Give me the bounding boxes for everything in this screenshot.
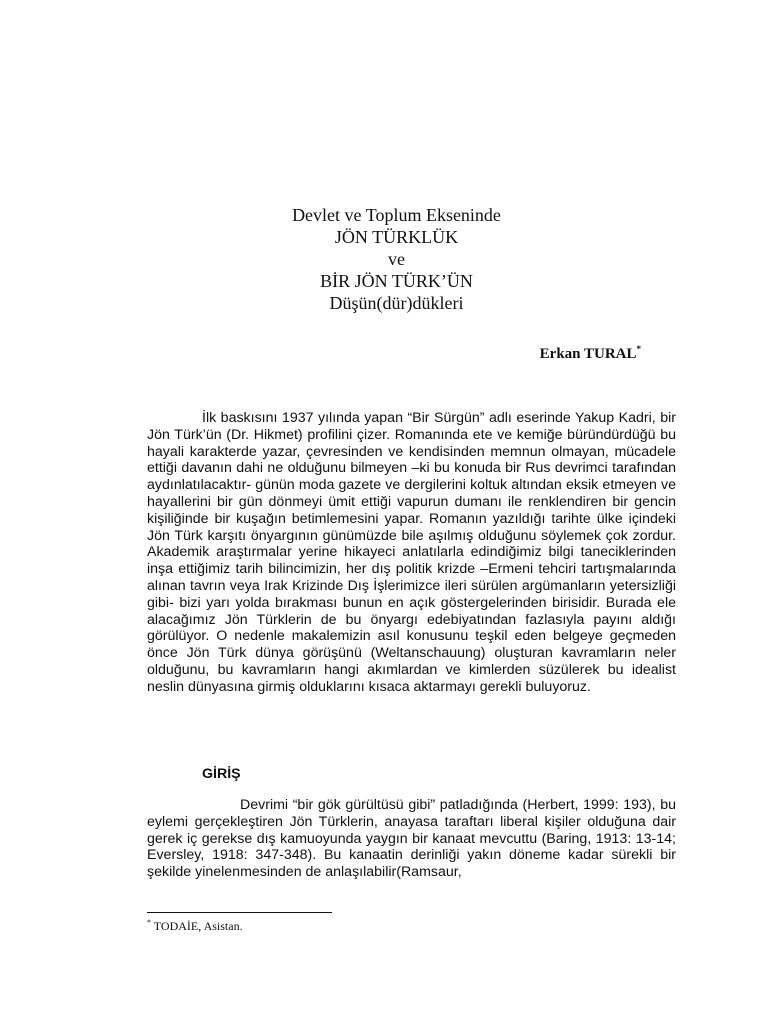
title-line-1: Devlet ve Toplum Ekseninde	[292, 205, 501, 225]
footnote-marker: *	[147, 918, 151, 927]
title-line-2: JÖN TÜRKLÜK	[334, 227, 459, 247]
section-heading: GİRİŞ	[202, 766, 241, 782]
footnote-text: TODAİE, Asistan.	[153, 919, 243, 933]
author-footnote-marker: *	[636, 344, 641, 354]
title-line-5: Düşün(dür)dükleri	[329, 293, 464, 313]
author-name	[540, 344, 641, 363]
footnote-divider	[147, 912, 332, 913]
giris-paragraph: Devrimi “bir gök gürültüsü gibi” patladığında (Herbert, 1999: 193), bu eylemi gerçekleştiren Jön Türklerin, anayasa taraftarı liberal kişiler olduğuna dair gerek iç gerekse dış kamuoyunda yaygın bir kanaat mevcuttu (Baring, 1913: 13-14; Eversley, 1918: 347-348). Bu kanaatin derinliği yakın döneme kadar sürekli bir şekilde yinelenmesinden de anlaşılabilir(Ramsaur,	[147, 797, 676, 881]
footnote	[147, 918, 243, 934]
document-title	[0, 204, 768, 314]
intro-paragraph: İlk baskısını 1937 yılında yapan “Bir Sürgün” adlı eserinde Yakup Kadri, bir Jön Türk’ün (Dr. Hikmet) profilini çizer. Romanında ete ve kemiğe büründürdüğü bu hayali karakterde yazar, çevresinden ve kendisinden memnun olmayan, mücadele ettiği davanın dahi ne olduğunu bilmeyen –ki bu konuda bir Rus devrimci tarafından aydınlatılacaktır- günün moda gazete ve dergilerini koltuk altından eksik etmeyen ve hayallerini bir gün dönmeyi ümit ettiği vapurun dumanı ile renklendiren bir gencin kişiliğinde bir kuşağın betimlemesini yapar. Romanın yazıldığı tarihte ülke içindeki Jön Türk karşıtı önyargının günümüzde bile aşılmış olduğunu söylemek çok zordur. Akademik araştırmalar yerine hikayeci anlatılarla edindiğimiz bilgi taneciklerinden inşa ettiğimiz tarih bilincimizin, her dış politik krizde –Ermeni tehciri tartışmalarında alınan tavrın veya Irak Krizinde Dış İşlerimizce ileri sürülen argümanların yetersizliği gibi- bizi yarı yolda bırakması bunun en açık göstergelerinden birisidir. Burada ele alacağımız Jön Türklerin de bu önyargı edebiyatından fazlasıyla payını aldığı görülüyor. O nedenle makalemizin asıl konusunu teşkil eden belgeye geçmeden önce Jön Türk dünya görüşünü (Weltanschauung) oluşturan kavramların neler olduğunu, bu kavramların hangi akımlardan ve kimlerden süzülerek bu idealist neslin dünyasına girmiş olduklarını kısaca aktarmayı gerekli buluyoruz.	[147, 410, 676, 695]
title-line-4: BİR JÖN TÜRK’ÜN	[320, 271, 473, 291]
title-line-3: ve	[388, 249, 405, 269]
author-name-text: Erkan TURAL	[539, 346, 637, 362]
